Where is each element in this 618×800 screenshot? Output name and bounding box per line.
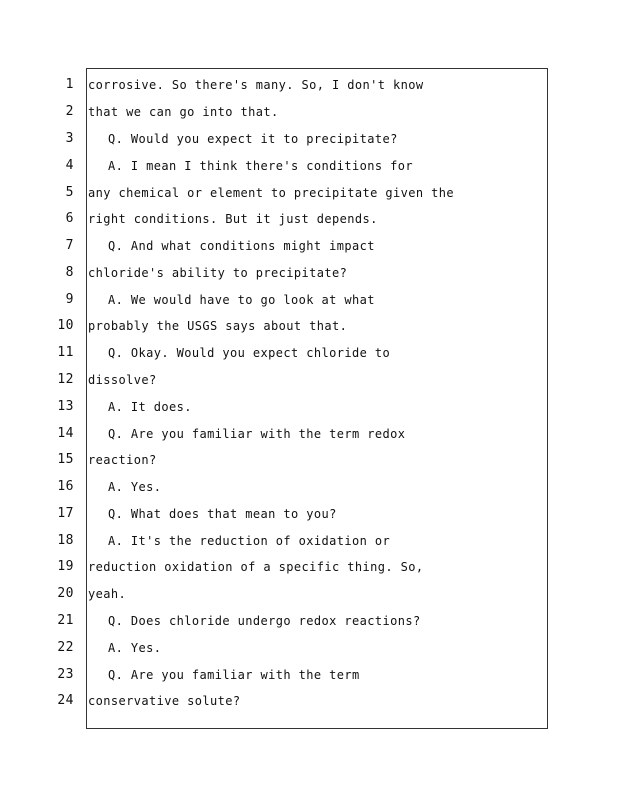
transcript-line xyxy=(0,370,618,390)
line-number: 21 xyxy=(57,613,74,628)
line-number: 6 xyxy=(65,211,74,226)
line-number: 2 xyxy=(65,104,74,119)
transcript-line xyxy=(0,102,618,122)
line-text: right conditions. But it just depends. xyxy=(88,212,378,226)
line-text: A. I mean I think there's conditions for xyxy=(108,159,413,173)
transcript-line xyxy=(0,183,618,203)
transcript-line xyxy=(0,611,618,631)
line-text: Q. Does chloride undergo redox reactions? xyxy=(108,614,421,628)
line-number: 1 xyxy=(65,77,74,92)
line-text: conservative solute? xyxy=(88,694,241,708)
line-number: 10 xyxy=(57,318,74,333)
line-number: 5 xyxy=(65,185,74,200)
transcript-line xyxy=(0,209,618,229)
line-number: 15 xyxy=(57,452,74,467)
line-number: 23 xyxy=(57,667,74,682)
line-number: 13 xyxy=(57,399,74,414)
line-number: 3 xyxy=(65,131,74,146)
line-text: probably the USGS says about that. xyxy=(88,319,348,333)
line-text: A. It's the reduction of oxidation or xyxy=(108,534,391,548)
line-text: A. Yes. xyxy=(108,641,162,655)
transcript-line xyxy=(0,424,618,444)
line-number: 18 xyxy=(57,533,74,548)
transcript-line xyxy=(0,75,618,95)
line-text: Q. And what conditions might impact xyxy=(108,239,375,253)
line-text: yeah. xyxy=(88,587,127,601)
line-text: Q. Would you expect it to precipitate? xyxy=(108,132,398,146)
line-text: A. Yes. xyxy=(108,480,162,494)
line-text: Q. Are you familiar with the term redox xyxy=(108,427,406,441)
line-text: Q. Are you familiar with the term xyxy=(108,668,360,682)
line-text: chloride's ability to precipitate? xyxy=(88,266,348,280)
line-number: 7 xyxy=(65,238,74,253)
line-number: 17 xyxy=(57,506,74,521)
transcript-line xyxy=(0,531,618,551)
line-text: any chemical or element to precipitate given the xyxy=(88,186,454,200)
transcript-line xyxy=(0,450,618,470)
transcript-line xyxy=(0,290,618,310)
transcript-line xyxy=(0,557,618,577)
transcript-line xyxy=(0,263,618,283)
transcript-line xyxy=(0,638,618,658)
transcript-line xyxy=(0,665,618,685)
line-number: 11 xyxy=(57,345,74,360)
line-text: reaction? xyxy=(88,453,157,467)
line-text: Q. What does that mean to you? xyxy=(108,507,337,521)
line-text: A. We would have to go look at what xyxy=(108,293,375,307)
transcript-line xyxy=(0,343,618,363)
line-text: reduction oxidation of a specific thing. So, xyxy=(88,560,424,574)
line-text: Q. Okay. Would you expect chloride to xyxy=(108,346,391,360)
line-number: 12 xyxy=(57,372,74,387)
line-number: 8 xyxy=(65,265,74,280)
transcript-line xyxy=(0,156,618,176)
line-number: 16 xyxy=(57,479,74,494)
line-text: A. It does. xyxy=(108,400,192,414)
line-number: 20 xyxy=(57,586,74,601)
line-number: 14 xyxy=(57,426,74,441)
line-number: 22 xyxy=(57,640,74,655)
transcript-line xyxy=(0,129,618,149)
transcript-line xyxy=(0,236,618,256)
line-number: 19 xyxy=(57,559,74,574)
line-text: that we can go into that. xyxy=(88,105,279,119)
line-number: 24 xyxy=(57,693,74,708)
line-text: corrosive. So there's many. So, I don't know xyxy=(88,78,424,92)
line-number: 4 xyxy=(65,158,74,173)
transcript-line xyxy=(0,691,618,711)
transcript-line xyxy=(0,584,618,604)
line-text: dissolve? xyxy=(88,373,157,387)
transcript-line xyxy=(0,477,618,497)
transcript-line xyxy=(0,397,618,417)
line-number: 9 xyxy=(65,292,74,307)
transcript-line xyxy=(0,316,618,336)
transcript-line xyxy=(0,504,618,524)
